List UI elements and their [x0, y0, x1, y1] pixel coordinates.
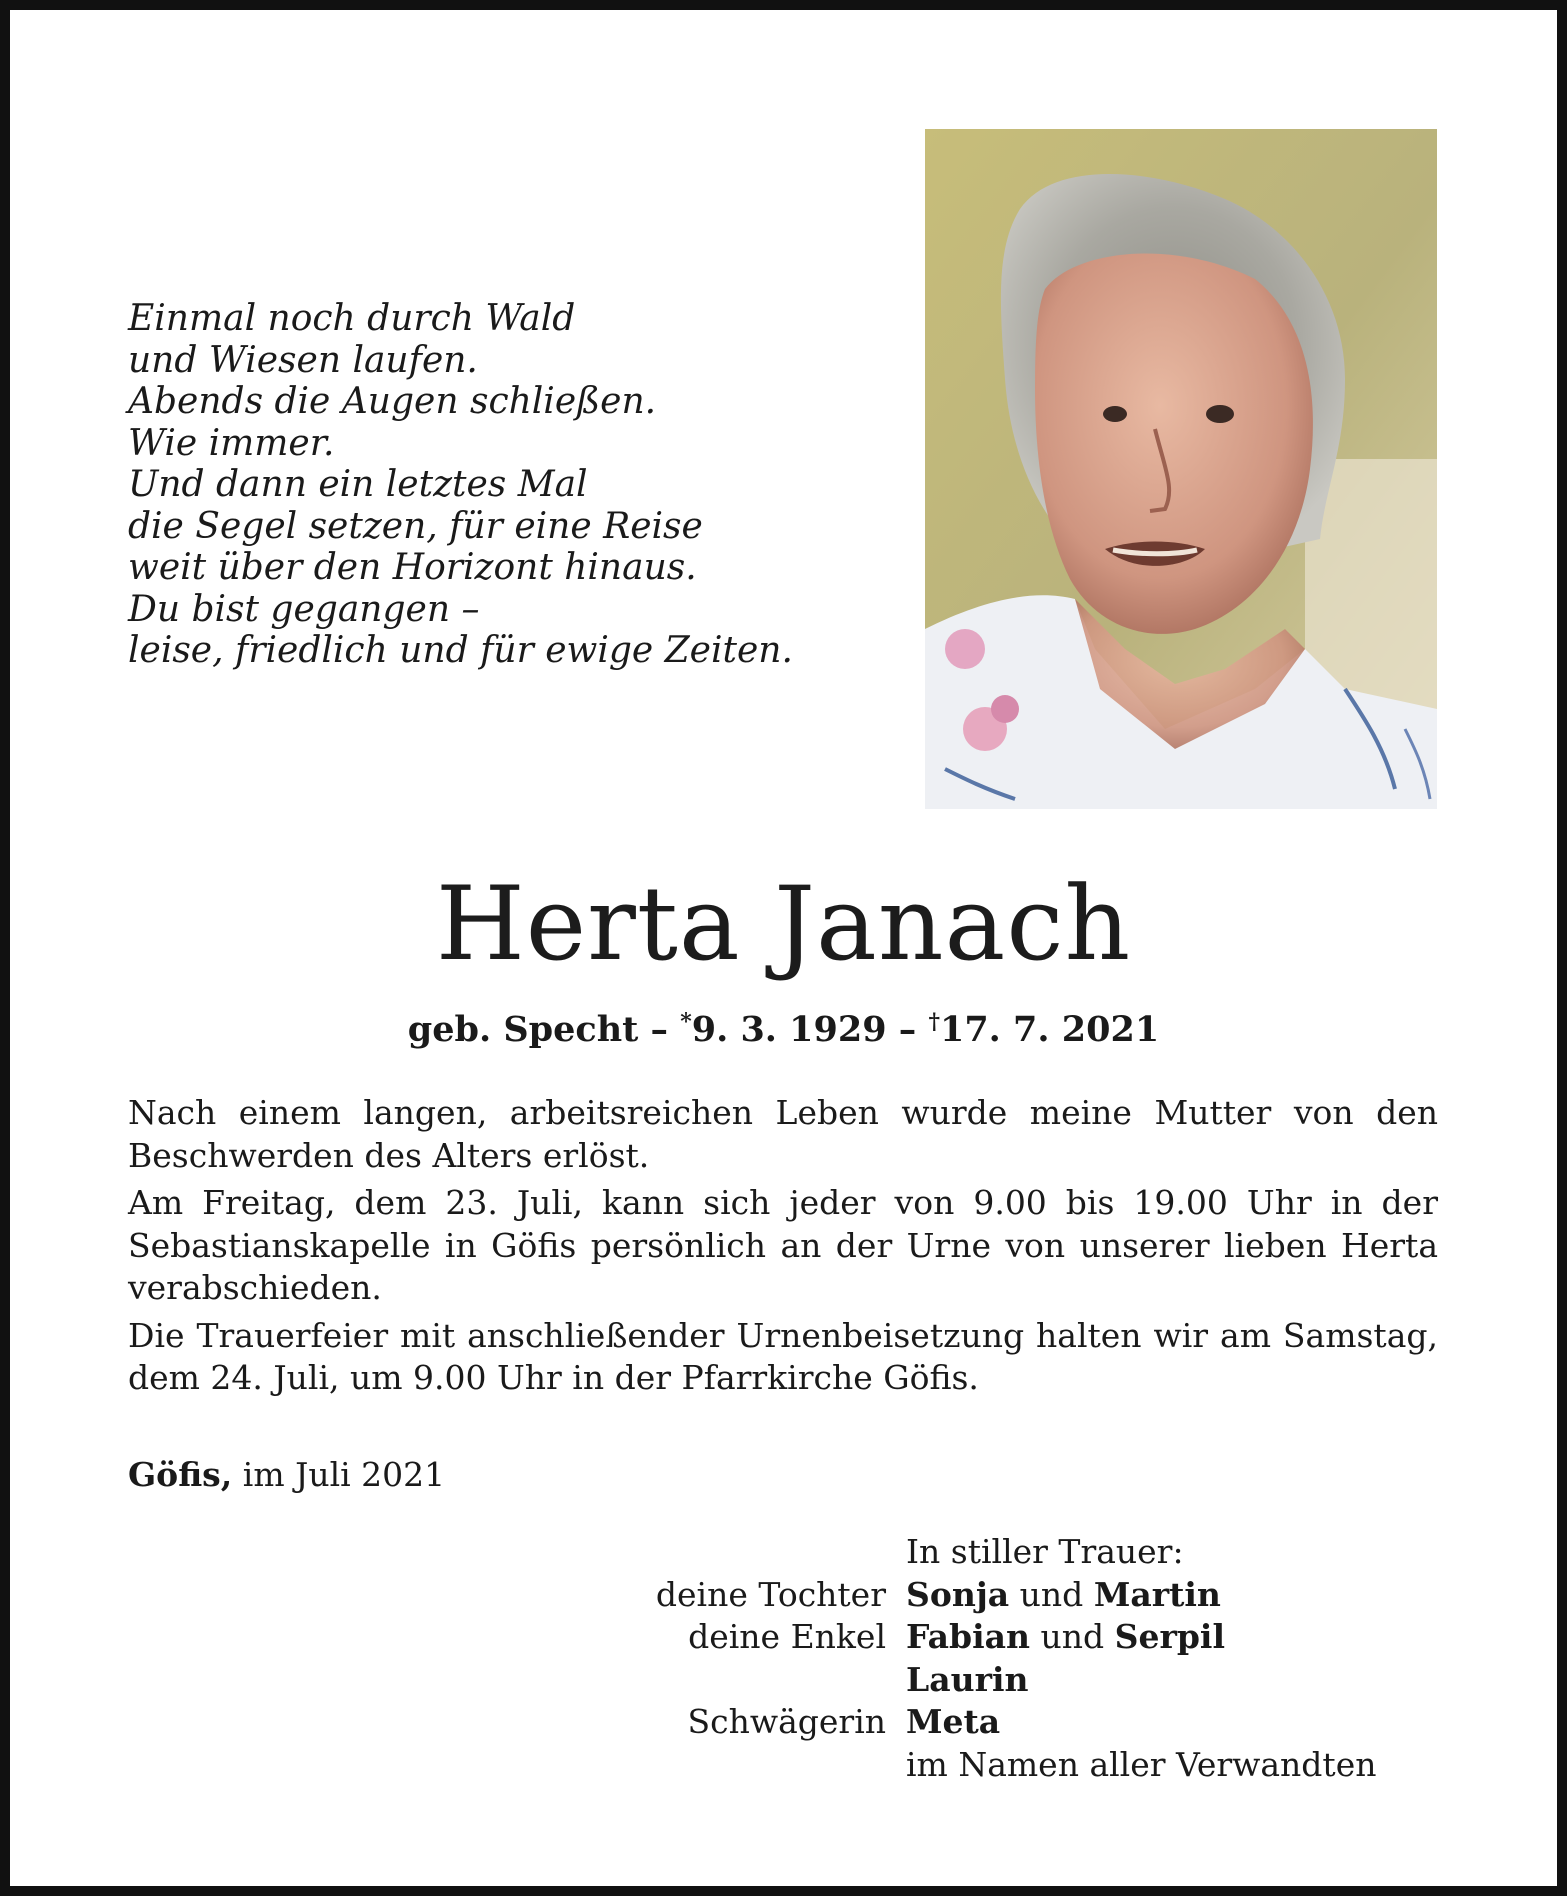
death-symbol: †	[928, 1009, 940, 1035]
dash: –	[898, 1009, 917, 1050]
birth-date: 9. 3. 1929	[691, 1009, 887, 1050]
mourner-row	[570, 1616, 1470, 1659]
mourners-list	[570, 1531, 1470, 1786]
poem	[128, 298, 828, 672]
mourner-name: Serpil	[1114, 1617, 1226, 1656]
mourner-relation: deine Tochter	[655, 1574, 886, 1614]
mourner-row	[570, 1574, 1470, 1617]
poem-line: und Wiesen laufen.	[128, 339, 478, 381]
dash: –	[650, 1009, 669, 1050]
poem-line: leise, friedlich und für ewige Zeiten.	[128, 630, 793, 671]
mourner-relation: Schwägerin	[687, 1702, 886, 1741]
life-dates	[10, 1000, 1557, 1052]
poem-line: weit über den Horizont hinaus.	[128, 547, 697, 588]
place-month: im Juli 2021	[242, 1455, 446, 1494]
place-date	[128, 1454, 445, 1496]
poem-line: Einmal noch durch Wald	[128, 298, 576, 339]
mourner-name: Laurin	[906, 1659, 1029, 1699]
paragraph: Am Freitag, dem 23. Juli, kann sich jeder von 9.00 bis 19.00 Uhr in der Sebastianskapelle in Göfis persönlich an der Urne von unserer lieben Herta verabschieden.	[128, 1183, 1438, 1307]
paragraph: Die Trauerfeier mit anschließender Urnenbeisetzung halten wir am Samstag, dem 24. Juli, um 9.00 Uhr in der Pfarrkirche Göfis.	[128, 1315, 1438, 1397]
mourner-names	[906, 1574, 1221, 1617]
mourners-footer-row	[570, 1744, 1470, 1787]
mourner-name: Meta	[906, 1702, 1001, 1741]
mourners-heading: In stiller Trauer:	[906, 1532, 1184, 1571]
mourner-name: Fabian	[906, 1617, 1030, 1656]
mourners-heading-row	[570, 1531, 1470, 1574]
mourner-row	[570, 1701, 1470, 1744]
poem-line: die Segel setzen, für eine Reise	[128, 505, 703, 547]
place-town: Göfis,	[128, 1455, 233, 1494]
birth-symbol: *	[680, 1009, 692, 1035]
mourner-names	[906, 1701, 1000, 1744]
mourner-names	[906, 1659, 1029, 1702]
portrait-photo	[925, 129, 1437, 809]
mourner-name: Martin	[1093, 1574, 1221, 1614]
poem-line: Du bist gegangen –	[128, 588, 480, 630]
mourner-relation	[570, 1659, 906, 1702]
announcement-text	[128, 1092, 1438, 1405]
deceased-name: Herta Janach	[435, 865, 1132, 984]
and-word: und	[1040, 1617, 1105, 1656]
mourner-name: Sonja	[906, 1574, 1010, 1614]
poem-line: Wie immer.	[128, 422, 335, 464]
death-date: 17. 7. 2021	[939, 1009, 1160, 1050]
portrait-illustration	[925, 129, 1437, 809]
mourners-footer: im Namen aller Verwandten	[906, 1744, 1377, 1784]
mourner-relation: deine Enkel	[688, 1617, 886, 1656]
mourner-row	[570, 1659, 1470, 1702]
paragraph: Nach einem langen, arbeitsreichen Leben wurde meine Mutter von den Beschwerden des Alters erlöst.	[128, 1093, 1438, 1175]
maiden-name: geb. Specht	[407, 1009, 639, 1050]
mourner-names	[906, 1616, 1225, 1659]
poem-line: Abends die Augen schließen.	[128, 381, 657, 422]
and-word: und	[1019, 1574, 1084, 1614]
poem-line: Und dann ein letztes Mal	[128, 464, 588, 505]
